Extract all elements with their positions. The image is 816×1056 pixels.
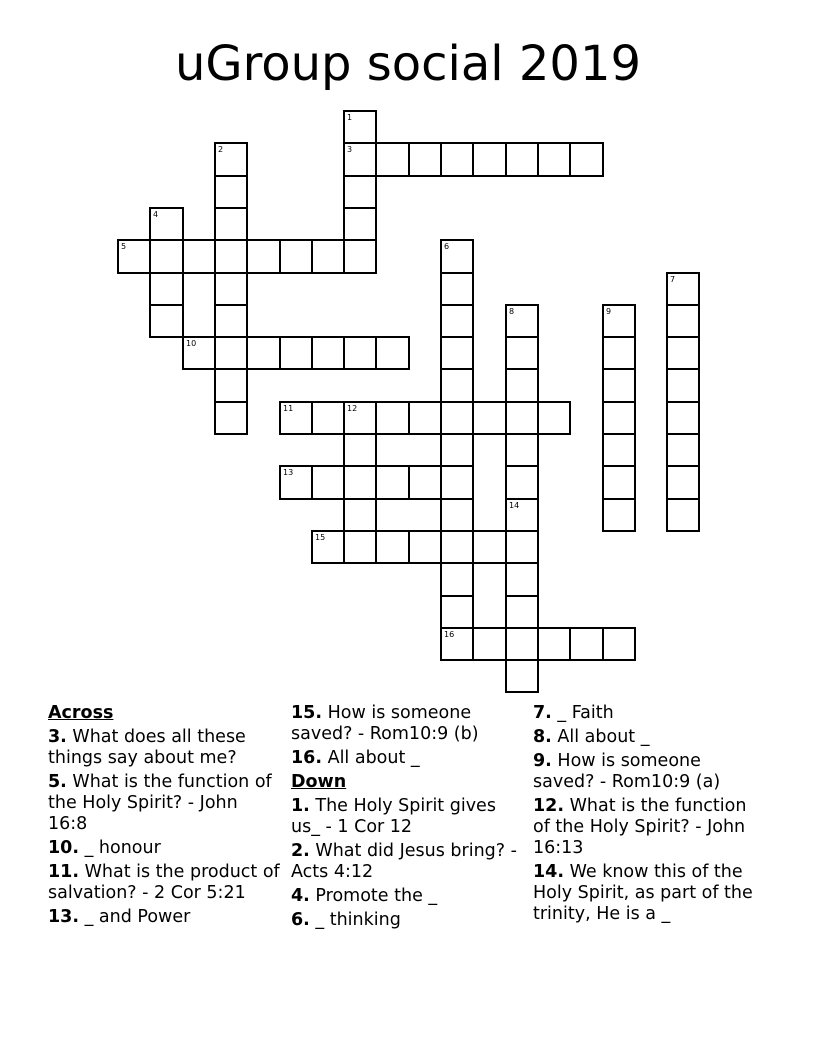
grid-cell[interactable] bbox=[440, 272, 474, 306]
clue-number-label: 6 bbox=[444, 242, 450, 251]
grid-cell[interactable] bbox=[440, 433, 474, 467]
grid-cell[interactable] bbox=[505, 142, 539, 177]
grid-cell[interactable] bbox=[343, 110, 377, 144]
clue-number-label: 7 bbox=[670, 275, 676, 284]
grid-cell[interactable] bbox=[440, 627, 474, 661]
grid-cell[interactable] bbox=[505, 304, 539, 338]
grid-cell[interactable] bbox=[214, 239, 248, 274]
clue-down-7: 7. _ Faith bbox=[533, 703, 614, 723]
grid-cell[interactable] bbox=[602, 336, 636, 370]
clue-down-9: 9. How is someone saved? - Rom10:9 (a) bbox=[533, 751, 721, 792]
grid-cell[interactable] bbox=[602, 433, 636, 467]
grid-cell[interactable] bbox=[246, 239, 281, 274]
grid-cell[interactable] bbox=[505, 627, 539, 661]
clue-number-label: 11 bbox=[283, 404, 294, 413]
across-heading: Across bbox=[48, 703, 114, 723]
clue-number-label: 2 bbox=[218, 145, 224, 154]
grid-cell[interactable] bbox=[279, 239, 313, 274]
grid-cell[interactable] bbox=[472, 401, 507, 435]
grid-cell[interactable] bbox=[343, 498, 377, 532]
grid-cell[interactable] bbox=[472, 627, 507, 661]
grid-cell[interactable] bbox=[472, 530, 507, 564]
puzzle-title: uGroup social 2019 bbox=[174, 36, 642, 92]
clue-number-label: 12 bbox=[347, 404, 358, 413]
grid-cell[interactable] bbox=[602, 304, 636, 338]
clue-down-4: 4. Promote the _ bbox=[291, 886, 438, 906]
grid-cell[interactable] bbox=[440, 530, 474, 564]
grid-cell[interactable] bbox=[602, 401, 636, 435]
grid-cell[interactable] bbox=[666, 498, 700, 532]
grid-cell[interactable] bbox=[279, 401, 313, 435]
grid-cell[interactable] bbox=[311, 530, 345, 564]
grid-cell[interactable] bbox=[602, 368, 636, 403]
grid-cell[interactable] bbox=[537, 142, 571, 177]
down-heading: Down bbox=[291, 772, 347, 792]
grid-cell[interactable] bbox=[505, 465, 539, 500]
grid-cell[interactable] bbox=[440, 336, 474, 370]
clue-down-2: 2. What did Jesus bring? - Acts 4:12 bbox=[291, 841, 517, 882]
grid-cell[interactable] bbox=[214, 142, 248, 177]
clue-number-label: 9 bbox=[606, 307, 612, 316]
grid-cell[interactable] bbox=[666, 433, 700, 467]
grid-cell[interactable] bbox=[440, 368, 474, 403]
grid-cell[interactable] bbox=[440, 465, 474, 500]
clue-across-13: 13. _ and Power bbox=[48, 907, 191, 927]
clue-number-label: 4 bbox=[153, 210, 159, 219]
grid-cell[interactable] bbox=[537, 401, 571, 435]
grid-cell[interactable] bbox=[569, 142, 604, 177]
clue-number-label: 14 bbox=[509, 501, 520, 510]
grid-cell[interactable] bbox=[505, 368, 539, 403]
grid-cell[interactable] bbox=[214, 207, 248, 241]
grid-cell[interactable] bbox=[149, 272, 184, 306]
grid-cell[interactable] bbox=[666, 304, 700, 338]
grid-cell[interactable] bbox=[375, 336, 410, 370]
grid-cell[interactable] bbox=[408, 142, 442, 177]
grid-cell[interactable] bbox=[214, 368, 248, 403]
grid-cell[interactable] bbox=[279, 336, 313, 370]
clue-number-label: 1 bbox=[347, 113, 353, 122]
grid-cell[interactable] bbox=[408, 530, 442, 564]
clue-down-8: 8. All about _ bbox=[533, 727, 650, 747]
grid-cell[interactable] bbox=[440, 239, 474, 274]
grid-cell[interactable] bbox=[311, 401, 345, 435]
grid-cell[interactable] bbox=[472, 142, 507, 177]
grid-cell[interactable] bbox=[602, 627, 636, 661]
grid-cell[interactable] bbox=[182, 239, 216, 274]
grid-cell[interactable] bbox=[505, 530, 539, 564]
grid-cell[interactable] bbox=[505, 336, 539, 370]
grid-cell[interactable] bbox=[569, 627, 604, 661]
clue-column-3 bbox=[533, 703, 758, 928]
grid-cell[interactable] bbox=[343, 401, 377, 435]
grid-cell[interactable] bbox=[149, 239, 184, 274]
grid-cell[interactable] bbox=[343, 142, 377, 177]
grid-cell[interactable] bbox=[440, 562, 474, 597]
grid-cell[interactable] bbox=[343, 336, 377, 370]
grid-cell[interactable] bbox=[182, 336, 216, 370]
clue-across-10: 10. _ honour bbox=[48, 838, 161, 858]
grid-cell[interactable] bbox=[375, 465, 410, 500]
grid-cell[interactable] bbox=[408, 465, 442, 500]
grid-cell[interactable] bbox=[343, 239, 377, 274]
grid-cell[interactable] bbox=[214, 336, 248, 370]
grid-cell[interactable] bbox=[505, 595, 539, 629]
grid-cell[interactable] bbox=[666, 368, 700, 403]
clue-number-label: 15 bbox=[315, 533, 326, 542]
grid-cell[interactable] bbox=[375, 530, 410, 564]
grid-cell[interactable] bbox=[149, 304, 184, 338]
grid-cell[interactable] bbox=[343, 530, 377, 564]
clue-across-11: 11. What is the product of salvation? - 2 Cor 5:21 bbox=[48, 862, 280, 903]
clue-number-label: 16 bbox=[444, 630, 455, 639]
clue-across-5: 5. What is the function of the Holy Spirit? - John 16:8 bbox=[48, 772, 272, 834]
grid-cell[interactable] bbox=[343, 175, 377, 209]
clue-column-1 bbox=[48, 703, 280, 931]
grid-cell[interactable] bbox=[214, 272, 248, 306]
grid-cell[interactable] bbox=[214, 401, 248, 435]
grid-cell[interactable] bbox=[505, 433, 539, 467]
grid-cell[interactable] bbox=[408, 401, 442, 435]
grid-cell[interactable] bbox=[666, 272, 700, 306]
clue-down-14: 14. We know this of the Holy Spirit, as part of the trinity, He is a _ bbox=[533, 862, 753, 924]
clue-down-6: 6. _ thinking bbox=[291, 910, 401, 930]
grid-cell[interactable] bbox=[343, 433, 377, 467]
grid-cell[interactable] bbox=[311, 336, 345, 370]
grid-cell[interactable] bbox=[375, 401, 410, 435]
clue-down-12: 12. What is the function of the Holy Spirit? - John 16:13 bbox=[533, 796, 747, 858]
grid-cell[interactable] bbox=[440, 401, 474, 435]
grid-cell[interactable] bbox=[214, 304, 248, 338]
grid-cell[interactable] bbox=[505, 659, 539, 693]
grid-cell[interactable] bbox=[311, 239, 345, 274]
clue-number-label: 10 bbox=[186, 339, 197, 348]
grid-cell[interactable] bbox=[537, 627, 571, 661]
grid-cell[interactable] bbox=[279, 465, 313, 500]
grid-cell[interactable] bbox=[440, 595, 474, 629]
grid-cell[interactable] bbox=[440, 304, 474, 338]
grid-cell[interactable] bbox=[246, 336, 281, 370]
grid-cell[interactable] bbox=[214, 175, 248, 209]
grid-cell[interactable] bbox=[505, 401, 539, 435]
clue-number-label: 13 bbox=[283, 468, 294, 477]
grid-cell[interactable] bbox=[666, 336, 700, 370]
clue-number-label: 8 bbox=[509, 307, 515, 316]
grid-cell[interactable] bbox=[343, 465, 377, 500]
grid-cell[interactable] bbox=[505, 498, 539, 532]
clue-number-label: 5 bbox=[121, 242, 127, 251]
grid-cell[interactable] bbox=[311, 465, 345, 500]
clue-across-16: 16. All about _ bbox=[291, 748, 420, 768]
grid-cell[interactable] bbox=[666, 401, 700, 435]
clue-column-2 bbox=[291, 703, 521, 934]
clue-down-1: 1. The Holy Spirit gives us_ - 1 Cor 12 bbox=[291, 796, 496, 837]
grid-cell[interactable] bbox=[602, 465, 636, 500]
grid-cell[interactable] bbox=[343, 207, 377, 241]
grid-cell[interactable] bbox=[666, 465, 700, 500]
grid-cell[interactable] bbox=[440, 498, 474, 532]
grid-cell[interactable] bbox=[117, 239, 151, 274]
clue-across-15: 15. How is someone saved? - Rom10:9 (b) bbox=[291, 703, 479, 744]
clue-across-3: 3. What does all these things say about me? bbox=[48, 727, 246, 768]
grid-cell[interactable] bbox=[602, 498, 636, 532]
grid-cell[interactable] bbox=[440, 142, 474, 177]
grid-cell[interactable] bbox=[505, 562, 539, 597]
grid-cell[interactable] bbox=[149, 207, 184, 241]
grid-cell[interactable] bbox=[375, 142, 410, 177]
clue-number-label: 3 bbox=[347, 145, 353, 154]
